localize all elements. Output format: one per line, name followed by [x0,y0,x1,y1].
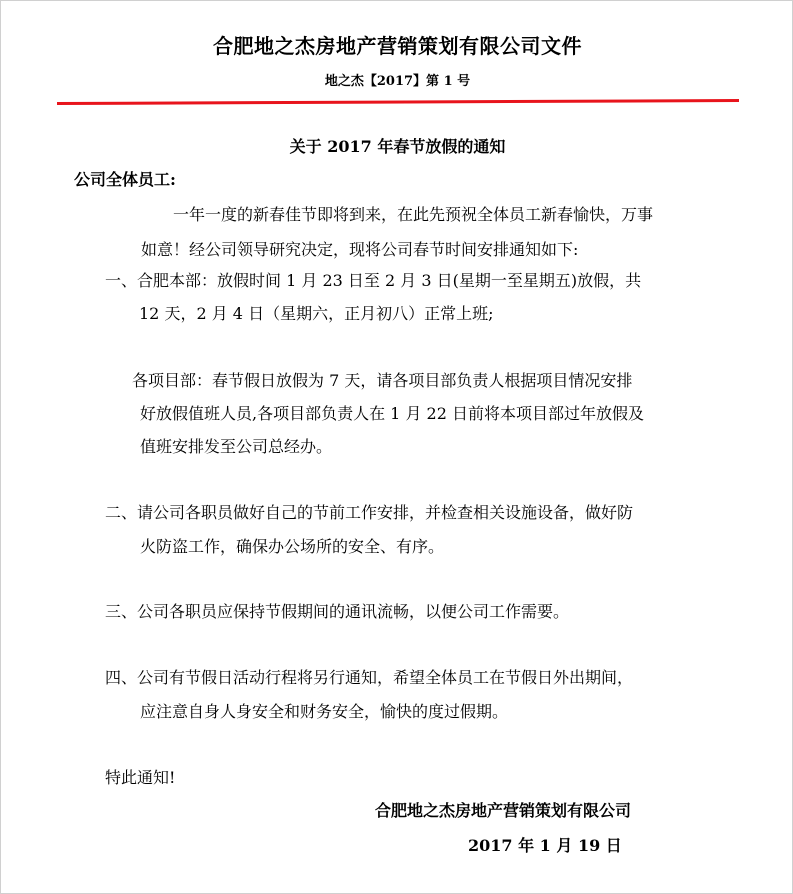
item-2-line: 二、请公司各职员做好自己的节前工作安排，并检查相关设施设备，做好防 [105,503,634,522]
notice-title: 关于 2017 年春节放假的通知 [289,137,506,156]
item-4-line: 应注意自身人身安全和财务安全，愉快的度过假期。 [140,702,509,721]
closing-line: 特此通知! [105,768,176,787]
red-header-rule [57,99,739,105]
intro-line: 如意！经公司领导研究决定，现将公司春节时间安排通知如下: [141,240,579,259]
item-1-line: 一、合肥本部：放假时间 1 月 23 日至 2 月 3 日(星期一至星期五)放假，共 [105,271,642,290]
company-document-title: 合肥地之杰房地产营销策划有限公司文件 [213,34,582,58]
signature-date: 2017 年 1 月 19 日 [468,836,622,855]
item-4-line: 四、公司有节假日活动行程将另行通知，希望全体员工在节假日外出期间， [105,668,634,687]
item-1-projects-line: 值班安排发至公司总经办。 [140,437,333,456]
item-2-line: 火防盗工作，确保办公场所的安全、有序。 [140,537,445,556]
item-1-projects-line: 好放假值班人员,各项目部负责人在 1 月 22 日前将本项目部过年放假及 [140,404,644,423]
salutation: 公司全体员工: [74,170,176,189]
item-3-line: 三、公司各职员应保持节假期间的通讯流畅，以便公司工作需要。 [105,602,570,621]
signature-company: 合肥地之杰房地产营销策划有限公司 [375,801,632,820]
item-1-projects-line: 各项目部：春节假日放假为 7 天，请各项目部负责人根据项目情况安排 [132,371,633,390]
intro-line: 一年一度的新春佳节即将到来，在此先预祝全体员工新春愉快，万事 [173,205,654,224]
item-1-line: 12 天，2 月 4 日（星期六，正月初八）正常上班; [139,304,494,323]
document-number: 地之杰【2017】第 1 号 [324,74,471,89]
